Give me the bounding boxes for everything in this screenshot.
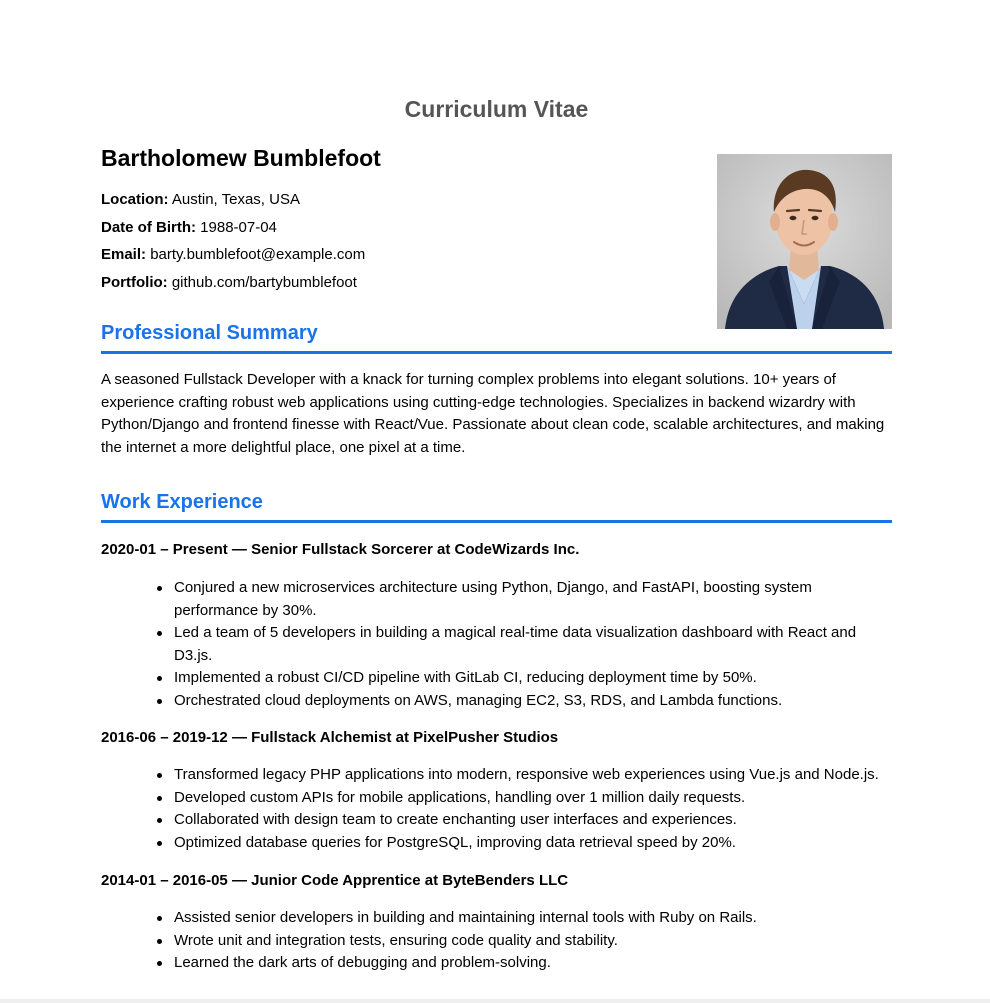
- profile-photo: [717, 154, 892, 329]
- list-item: Developed custom APIs for mobile applications, handling over 1 million daily requests.: [174, 787, 892, 810]
- contact-info: [101, 186, 365, 296]
- portfolio-label: Portfolio:: [101, 273, 168, 291]
- location-row: [101, 186, 365, 214]
- location-label: Location:: [101, 191, 169, 208]
- portfolio-value[interactable]: github.com/bartybumblefoot: [171, 273, 357, 291]
- email-label: Email:: [101, 246, 147, 263]
- experience-heading: Work Experience: [101, 491, 892, 523]
- summary-text: A seasoned Fullstack Developer with a knack for turning complex problems into elegant solutions. 10+ years of experience crafting robust web applications using cutting-edge technologies. Specializes in backend wizardry with Python/Django and frontend finesse with React/Vue. Passionate about clean code, scalable architectures, and making the internet a more delightful place, one pixel at a time.: [101, 371, 885, 456]
- job-bullet-list: [101, 764, 892, 854]
- page-bottom-divider: [0, 999, 990, 1003]
- list-item: Conjured a new microservices architecture using Python, Django, and FastAPI, boosting system performance by 30%.: [174, 577, 892, 622]
- job-bullet-list: [101, 577, 892, 713]
- email-value[interactable]: barty.bumblefoot@example.com: [150, 246, 366, 263]
- list-item: Transformed legacy PHP applications into modern, responsive web experiences using Vue.js and Node.js.: [174, 764, 892, 787]
- portfolio-row: [101, 269, 365, 297]
- dob-row: [101, 214, 365, 242]
- job-bullet-list: [101, 907, 892, 975]
- person-name: Bartholomew Bumblefoot: [101, 145, 381, 171]
- list-item: Learned the dark arts of debugging and problem-solving.: [174, 952, 892, 975]
- dob-label: Date of Birth:: [101, 218, 196, 236]
- list-item: Collaborated with design team to create enchanting user interfaces and experiences.: [174, 809, 892, 832]
- location-value: Austin, Texas, USA: [171, 191, 300, 208]
- job-title: 2014-01 – 2016-05 — Junior Code Apprentice at ByteBenders LLC: [101, 872, 569, 889]
- list-item: Orchestrated cloud deployments on AWS, managing EC2, S3, RDS, and Lambda functions.: [174, 690, 892, 713]
- dob-value: 1988-07-04: [200, 218, 277, 236]
- list-item: Implemented a robust CI/CD pipeline with GitLab CI, reducing deployment time by 50%.: [174, 667, 892, 690]
- portrait-image: [717, 154, 892, 329]
- job-title: 2016-06 – 2019-12 — Fullstack Alchemist at PixelPusher Studios: [101, 729, 559, 746]
- email-row: [101, 241, 365, 269]
- list-item: Optimized database queries for PostgreSQL, improving data retrieval speed by 20%.: [174, 832, 892, 855]
- list-item: Wrote unit and integration tests, ensuring code quality and stability.: [174, 930, 892, 953]
- list-item: Led a team of 5 developers in building a magical real-time data visualization dashboard with React and D3.js.: [174, 622, 892, 667]
- list-item: Assisted senior developers in building and maintaining internal tools with Ruby on Rails.: [174, 907, 892, 930]
- job-title: 2020-01 – Present — Senior Fullstack Sorcerer at CodeWizards Inc.: [101, 541, 580, 558]
- summary-heading: Professional Summary: [101, 322, 892, 354]
- document-title: Curriculum Vitae: [404, 96, 589, 122]
